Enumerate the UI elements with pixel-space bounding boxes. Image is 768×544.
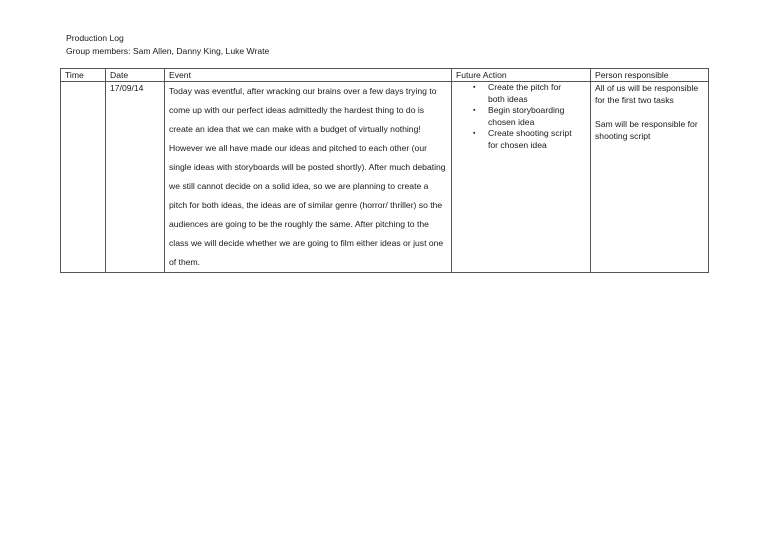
document-title: Production Log: [66, 33, 124, 43]
person-responsible-text: Sam will be responsible for shooting script: [595, 119, 698, 141]
person-responsible-text: All of us will be responsible for the first two tasks: [595, 83, 699, 105]
bullet-icon: ▪: [473, 130, 476, 137]
cell-person-responsible: [591, 82, 709, 273]
production-log-table: [60, 68, 709, 273]
table-row: [61, 82, 709, 273]
list-item: [456, 82, 586, 105]
column-header-future-action: Future Action: [452, 69, 591, 82]
column-header-person-responsible: Person responsible: [591, 69, 709, 82]
group-members: Group members: Sam Allen, Danny King, Luke Wrate: [66, 46, 270, 56]
future-action-text: Begin storyboarding chosen idea: [488, 105, 565, 127]
cell-event: [165, 82, 452, 273]
list-item: [456, 105, 586, 128]
event-text: Today was eventful, after wracking our brains over a few days trying to come up with our perfect ideas admittedly the hardest thing to do is create an idea that we can make with a budget of virtually nothing! However we all have made our ideas and pitched to each other (our single ideas with storyboards will be posted shortly). After much debating we still cannot decide on a solid idea, so we are planning to create a pitch for both ideas, the ideas are of similar genre (horror/ thriller) so the audiences are going to be the roughly the same. After pitching to the class we will decide whether we are going to film either ideas or just one of them.: [169, 86, 446, 267]
cell-date: 17/09/14: [106, 82, 165, 273]
column-header-date: Date: [106, 69, 165, 82]
column-header-event: Event: [165, 69, 452, 82]
table-header-row: [61, 69, 709, 82]
cell-time: [61, 82, 106, 273]
future-action-text: Create shooting script for chosen idea: [488, 128, 572, 150]
future-action-list: [456, 82, 586, 151]
column-header-time: Time: [61, 69, 106, 82]
list-item: [456, 128, 586, 151]
document-header: [66, 32, 269, 58]
bullet-icon: ▪: [473, 107, 476, 114]
future-action-text: Create the pitch for both ideas: [488, 82, 562, 104]
cell-future-action: [452, 82, 591, 273]
bullet-icon: ▪: [473, 84, 476, 91]
